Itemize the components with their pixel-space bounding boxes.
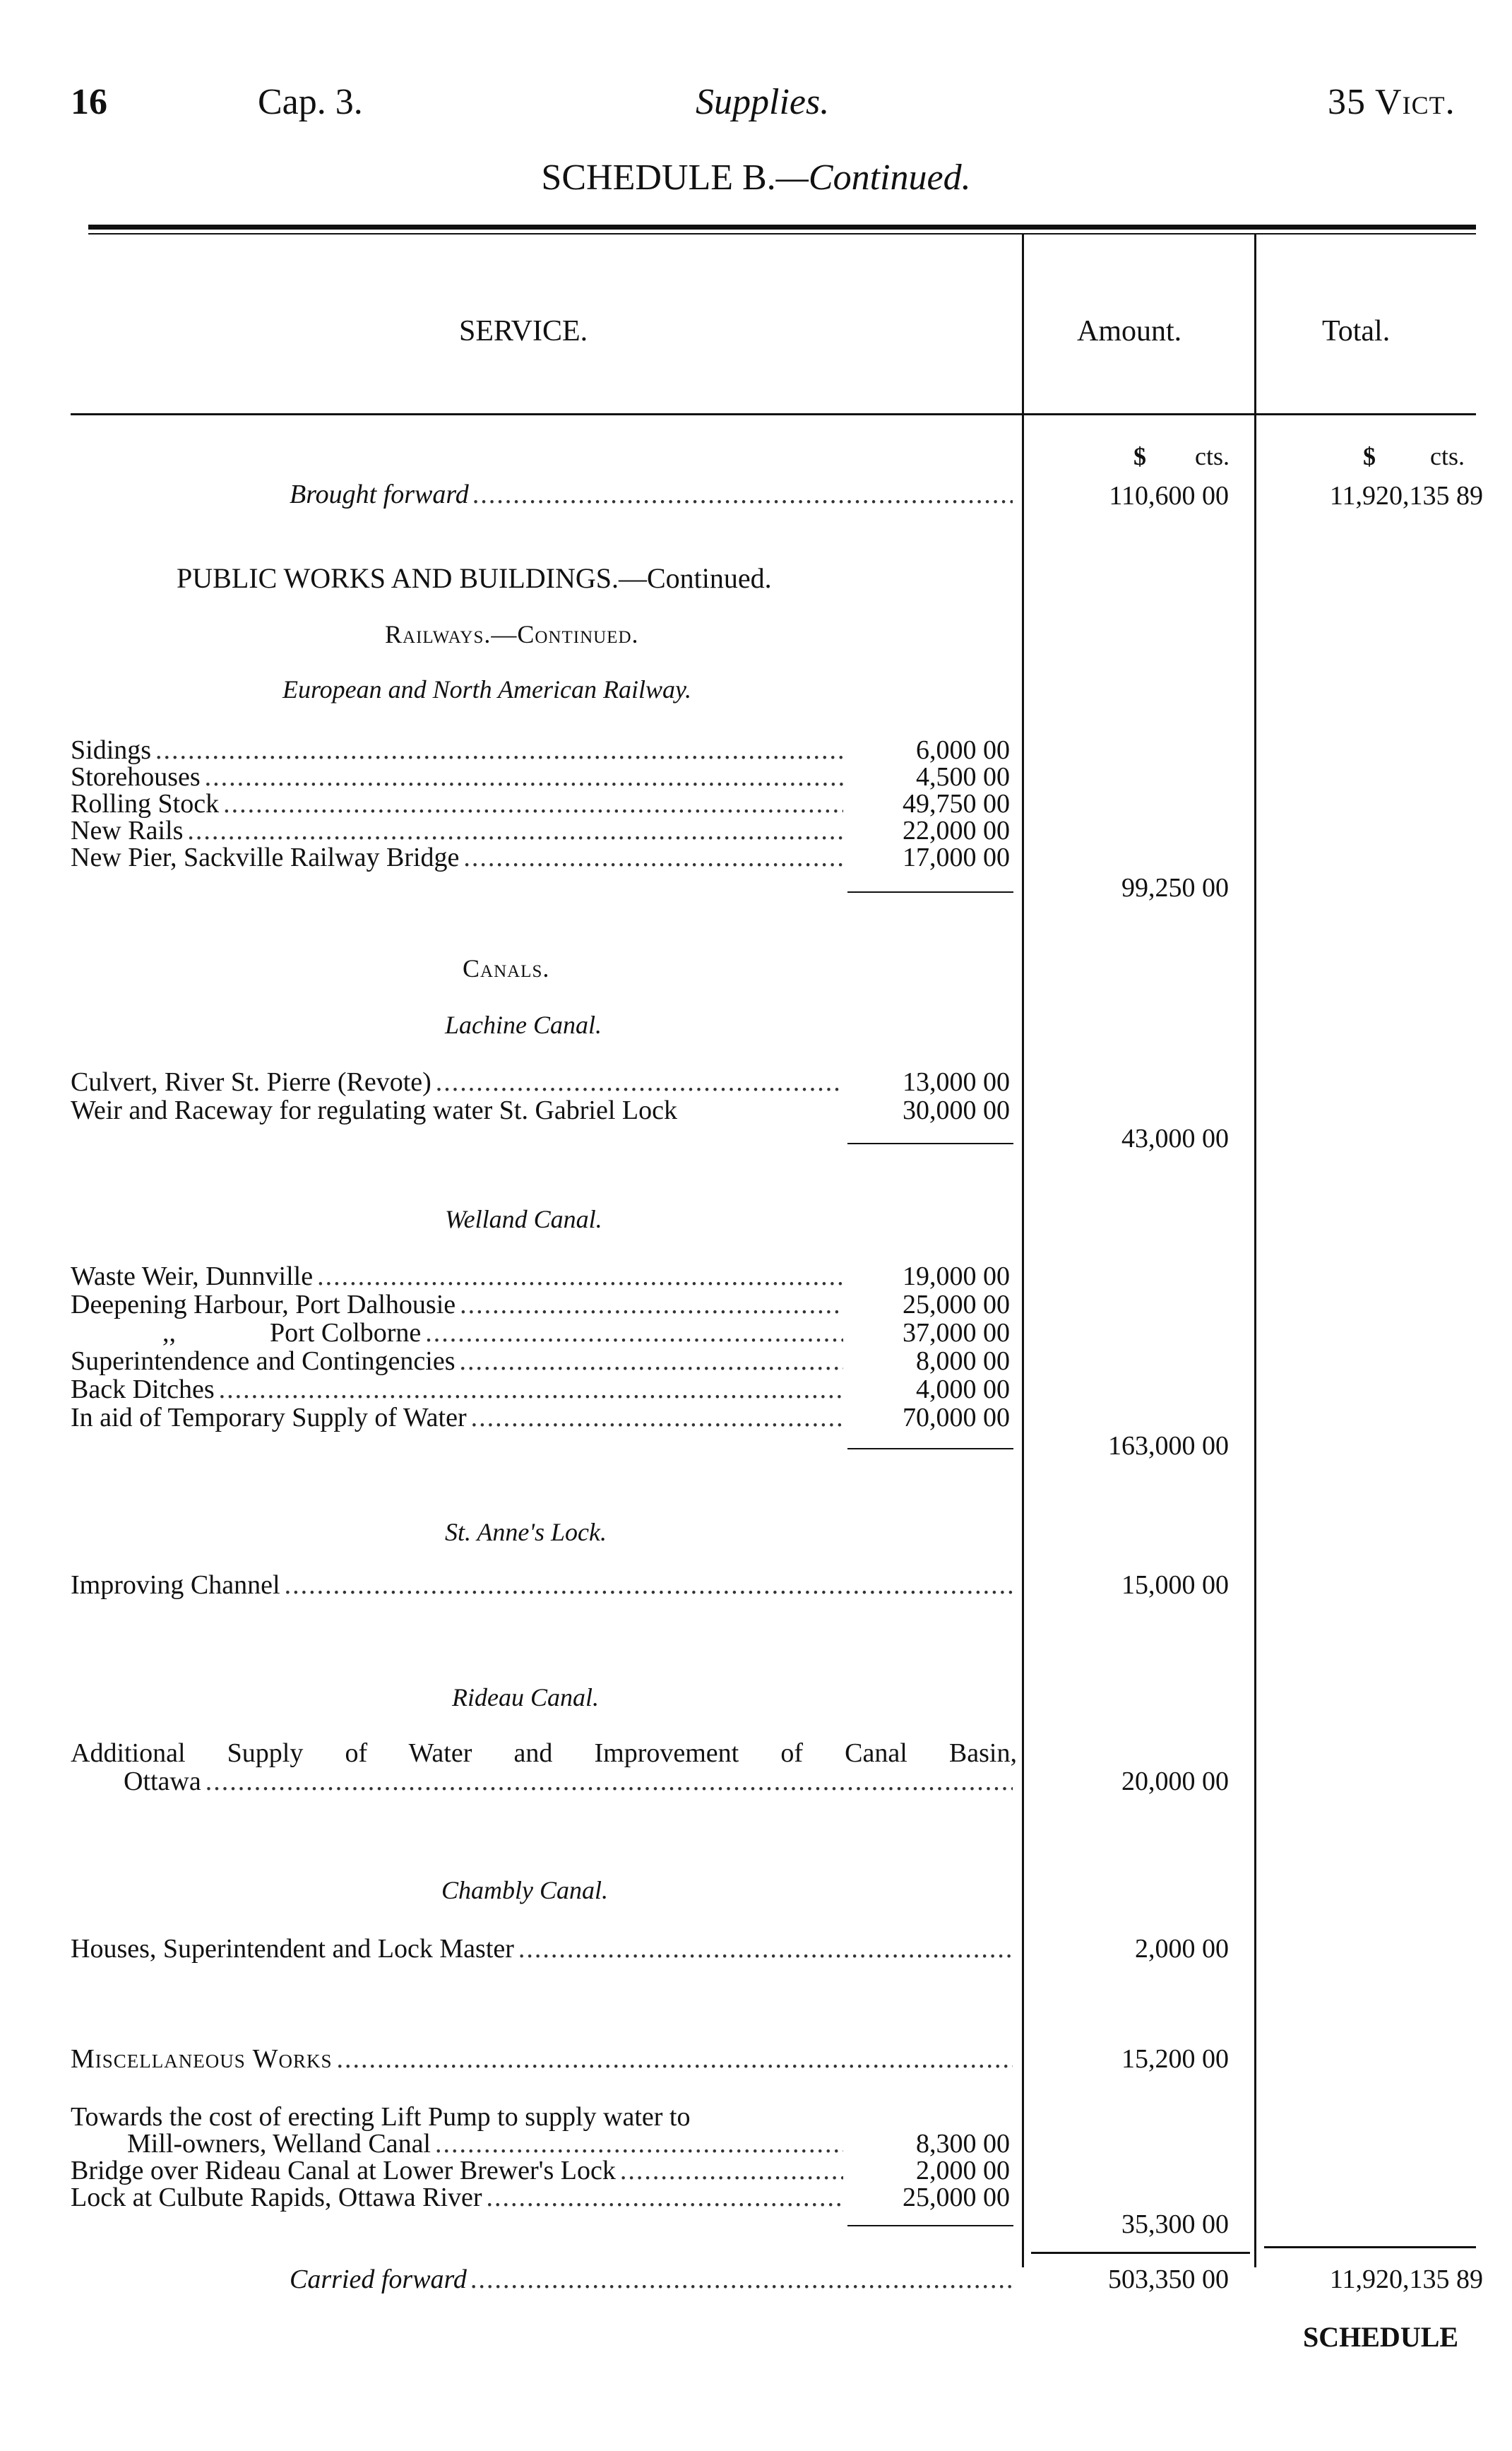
- leader-dots: [337, 2043, 1013, 2075]
- item-label: Rolling Stock: [71, 789, 220, 819]
- amount-dollar-sign: $: [1133, 442, 1146, 470]
- leader-dots: [460, 1346, 843, 1377]
- brought-forward-total: 11,920,135 89: [1329, 481, 1483, 511]
- brought-forward-label: Brought forward: [290, 480, 469, 509]
- item-label: Sidings: [71, 735, 152, 765]
- leader-dots: [473, 479, 1013, 510]
- lachine-total: 43,000 00: [1121, 1124, 1229, 1153]
- list-item: [71, 1067, 847, 1095]
- list-item: [71, 1402, 847, 1430]
- rideau-item-line1: Additional Supply of Water and Improvement of Canal Basin,: [71, 1738, 1017, 1768]
- item-label: Weir and Raceway for regulating water St. Gabriel Lock: [71, 1096, 677, 1125]
- item-label: Storehouses: [71, 762, 201, 792]
- carried-forward-amount: 503,350 00: [1108, 2265, 1229, 2294]
- page-number: 16: [71, 82, 107, 122]
- railway-name: European and North American Railway.: [282, 675, 691, 704]
- subtotal-rule: [847, 891, 1013, 893]
- list-item: [71, 1569, 1017, 1602]
- item-value: 4,000 00: [916, 1375, 1010, 1404]
- st-annes-lock-heading: St. Anne's Lock.: [445, 1518, 607, 1546]
- misc-heading-row: [71, 2043, 1017, 2076]
- item-value: 8,000 00: [916, 1346, 1010, 1376]
- item-label: Superintendence and Contingencies: [71, 1346, 456, 1376]
- list-item: [71, 2182, 847, 2210]
- chambly-canal-heading: Chambly Canal.: [441, 1876, 609, 1904]
- misc-total: 35,300 00: [1121, 2209, 1229, 2239]
- list-item: [127, 2128, 847, 2159]
- list-item: [71, 788, 847, 817]
- schedule-title-main: SCHEDULE B.: [541, 158, 776, 198]
- leader-dots: [518, 1933, 1013, 1964]
- welland-canal-heading: Welland Canal.: [445, 1205, 602, 1233]
- railways-heading: Railways.—Continued.: [385, 620, 639, 648]
- list-item: [71, 842, 847, 870]
- item-label: Culvert, River St. Pierre (Revote): [71, 1067, 431, 1097]
- list-item: [71, 2155, 847, 2183]
- leader-dots: [317, 1261, 843, 1292]
- item-value: 2,000 00: [916, 2156, 1010, 2185]
- brought-forward-row: [290, 479, 1017, 511]
- item-label: Back Ditches: [71, 1375, 215, 1404]
- schedule-title-continued: —Continued.: [775, 158, 971, 198]
- list-item: [71, 815, 847, 843]
- item-value: 19,000 00: [903, 1262, 1010, 1291]
- leader-dots: [425, 1317, 843, 1348]
- item-label: New Rails: [71, 816, 184, 845]
- misc-item-line: Towards the cost of erecting Lift Pump to supply water to: [71, 2102, 691, 2132]
- section-heading: [177, 562, 772, 595]
- list-item: [71, 1289, 847, 1317]
- item-value: 37,000 00: [903, 1318, 1010, 1348]
- list-item: [71, 1374, 847, 1402]
- leader-dots: [285, 1569, 1013, 1601]
- welland-total: 163,000 00: [1108, 1431, 1229, 1461]
- item-label: Ottawa: [124, 1767, 201, 1796]
- item-label: Improving Channel: [71, 1570, 280, 1600]
- leader-dots: [471, 1402, 843, 1433]
- catchword: SCHEDULE: [1303, 2321, 1459, 2353]
- lachine-canal-heading: Lachine Canal.: [445, 1011, 602, 1039]
- leader-dots: [436, 1067, 843, 1098]
- running-title: Supplies.: [696, 82, 830, 122]
- service-column-header: SERVICE.: [459, 315, 588, 348]
- section-heading-text: PUBLIC WORKS AND BUILDINGS.—Continued.: [177, 562, 772, 594]
- chambly-total: 2,000 00: [1135, 1934, 1229, 1964]
- total-dollar-sign: $: [1363, 442, 1376, 470]
- schedule-title: [0, 157, 1512, 198]
- subtotal-rule: [847, 1143, 1013, 1144]
- st-annes-total: 15,000 00: [1121, 1570, 1229, 1600]
- list-item: [71, 1095, 847, 1123]
- item-label: Lock at Culbute Rapids, Ottawa River: [71, 2183, 482, 2212]
- item-label: In aid of Temporary Supply of Water: [71, 1403, 467, 1432]
- list-item: [71, 761, 847, 790]
- leader-dots: [206, 1766, 1013, 1797]
- item-value: 6,000 00: [916, 735, 1010, 765]
- amount-cents-label: cts.: [1195, 442, 1230, 470]
- amount-sum-rule: [1031, 2252, 1250, 2254]
- subtotal-rule: [847, 1448, 1013, 1449]
- leader-dots: [460, 1289, 843, 1320]
- item-label: New Pier, Sackville Railway Bridge: [71, 843, 460, 872]
- top-double-rule: [88, 225, 1476, 230]
- carried-forward-label: Carried forward: [290, 2265, 467, 2294]
- chapter-label: Cap. 3.: [258, 82, 363, 122]
- canals-heading: Canals.: [463, 954, 550, 983]
- total-column-divider: [1254, 233, 1256, 2267]
- item-label: Houses, Superintendent and Lock Master: [71, 1934, 514, 1964]
- item-label: ,, Port Colborne: [162, 1318, 422, 1348]
- item-value: 22,000 00: [903, 816, 1010, 845]
- amount-column-header: Amount.: [1077, 315, 1182, 348]
- list-item: [71, 1346, 847, 1374]
- item-value: 17,000 00: [903, 843, 1010, 872]
- leader-dots: [487, 2182, 843, 2213]
- list-item: [71, 1261, 847, 1289]
- carried-forward-total: 11,920,135 89: [1329, 2265, 1483, 2294]
- leader-dots: [463, 842, 843, 873]
- list-item: [162, 1317, 847, 1346]
- railway-total: 99,250 00: [1121, 873, 1229, 903]
- list-item: [71, 1933, 1017, 1966]
- leader-dots: [471, 2264, 1013, 2295]
- item-value: 25,000 00: [903, 2183, 1010, 2212]
- list-item: [71, 735, 847, 763]
- regnal-year: 35 Vict.: [1328, 82, 1456, 122]
- misc-heading: Miscellaneous Works: [71, 2044, 333, 2074]
- header-bottom-rule: [71, 413, 1476, 415]
- item-value: 25,000 00: [903, 1290, 1010, 1319]
- item-value: 49,750 00: [903, 789, 1010, 819]
- carried-forward-row: [290, 2264, 1017, 2296]
- total-cents-label: cts.: [1430, 442, 1465, 470]
- item-value: 8,300 00: [916, 2129, 1010, 2159]
- item-value: 13,000 00: [903, 1067, 1010, 1097]
- item-value: 70,000 00: [903, 1403, 1010, 1432]
- leader-dots: [219, 1374, 843, 1405]
- total-sum-rule: [1264, 2246, 1476, 2248]
- rideau-total: 20,000 00: [1121, 1767, 1229, 1796]
- item-value: 4,500 00: [916, 762, 1010, 792]
- subtotal-rule: [847, 2225, 1013, 2226]
- item-value: 30,000 00: [903, 1096, 1010, 1125]
- item-label: Bridge over Rideau Canal at Lower Brewer's Lock: [71, 2156, 616, 2185]
- list-item: [124, 1766, 1017, 1798]
- item-label: Mill-owners, Welland Canal: [127, 2129, 431, 2159]
- misc-heading-total: 15,200 00: [1121, 2044, 1229, 2074]
- item-label: Waste Weir, Dunnville: [71, 1262, 314, 1291]
- rideau-canal-heading: Rideau Canal.: [452, 1683, 599, 1711]
- brought-forward-amount: 110,600 00: [1109, 481, 1229, 511]
- top-thin-rule: [88, 233, 1476, 235]
- total-column-header: Total.: [1322, 315, 1391, 348]
- item-label: Deepening Harbour, Port Dalhousie: [71, 1290, 456, 1319]
